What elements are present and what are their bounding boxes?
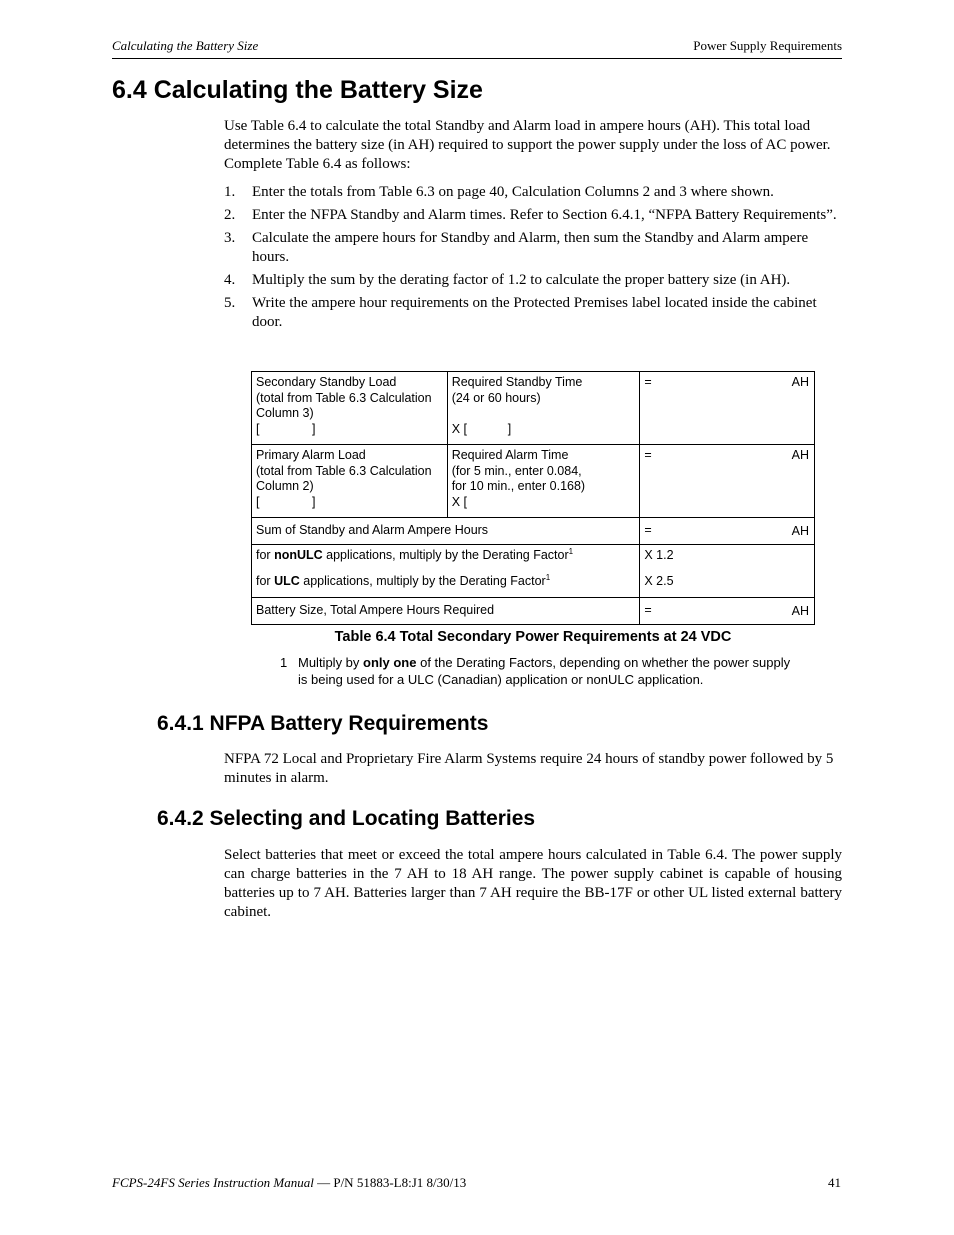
cell-text: for xyxy=(256,548,275,562)
step-number: 5. xyxy=(224,295,236,311)
cell-text: applications, multiply by the Derating Factor xyxy=(322,548,569,562)
unit-label: AH xyxy=(791,448,809,462)
list-item xyxy=(224,206,842,225)
standby-load-cell[interactable] xyxy=(252,372,448,445)
table-row-standby xyxy=(252,372,815,445)
total-result-cell[interactable] xyxy=(640,598,815,625)
intro-paragraph: Use Table 6.4 to calculate the total Standby and Alarm load in ampere hours (AH). This total load determines the battery size (in AH) required to support the power supply under the loss of AC power. Complete Table 6.4 as follows: xyxy=(224,118,831,172)
list-item xyxy=(224,229,842,267)
table-caption: Table 6.4 Total Secondary Power Requirements at 24 VDC xyxy=(334,629,732,645)
equals-sign: = xyxy=(644,523,652,538)
footnote-ref: 1 xyxy=(545,572,551,582)
unit-label: AH xyxy=(791,524,809,538)
cell-text-bold: nonULC xyxy=(274,548,323,562)
table-row-total xyxy=(252,598,815,625)
derating-factor-cell xyxy=(640,545,815,598)
footnote-text-part: of the Derating Factors, depending on whether the power supply is being used for a ULC (Canadian) application or nonULC application. xyxy=(298,655,791,687)
step-text: Enter the totals from Table 6.3 on page 40, Calculation Columns 2 and 3 where shown. xyxy=(252,184,774,200)
cell-text-bold: ULC xyxy=(274,573,300,588)
equals-sign: = xyxy=(644,448,652,462)
section-title: 6.4 Calculating the Battery Size xyxy=(112,76,483,104)
steps-list xyxy=(224,183,842,336)
list-item xyxy=(224,294,842,332)
derating-factor-ulc: X 2.5 xyxy=(644,573,674,588)
footnote-text xyxy=(280,654,800,688)
step-number: 4. xyxy=(224,272,236,288)
step-text: Write the ampere hour requirements on the Protected Premises label located inside the cabinet door. xyxy=(252,295,817,330)
sum-result-cell[interactable] xyxy=(640,518,815,545)
alarm-time-cell[interactable] xyxy=(447,445,640,518)
cell-text: Secondary Standby Load xyxy=(256,375,397,389)
footnote-ref: 1 xyxy=(568,546,574,556)
entry-brackets xyxy=(452,422,636,438)
step-text: Calculate the ampere hours for Standby and Alarm, then sum the Standby and Alarm ampere hours. xyxy=(252,230,809,265)
sum-label-cell xyxy=(252,518,640,545)
spacer xyxy=(256,564,635,574)
cell-text: (total from Table 6.3 Calculation xyxy=(256,463,432,478)
bracket-open: [ xyxy=(256,421,260,436)
derating-factor-nonulc: X 1.2 xyxy=(644,548,674,562)
unit-label: AH xyxy=(791,604,809,618)
equals-sign: = xyxy=(644,603,652,618)
cell-text: for 10 min., enter 0.168) xyxy=(451,479,586,493)
step-text: Enter the NFPA Standby and Alarm times. Refer to Section 6.4.1, “NFPA Battery Requirements”. xyxy=(252,207,837,223)
step-number: 3. xyxy=(224,230,236,246)
table-row-derating xyxy=(252,545,815,598)
footer-manual-title: FCPS-24FS Series Instruction Manual xyxy=(112,1175,314,1190)
cell-text: Column 3) xyxy=(256,406,314,420)
cell-text: Required Alarm Time xyxy=(451,448,569,462)
list-item xyxy=(224,271,842,290)
footnote-text-part: Multiply by xyxy=(298,655,364,670)
footer-manual-info xyxy=(112,1175,466,1191)
page-number: 41 xyxy=(828,1175,841,1190)
derating-ulc-line xyxy=(256,574,635,590)
subsection-title-nfpa: 6.4.1 NFPA Battery Requirements xyxy=(157,712,489,735)
cell-text: Sum of Standby and Alarm Ampere Hours xyxy=(256,523,489,538)
equals-sign: = xyxy=(644,375,652,389)
table-footnote xyxy=(280,654,800,688)
running-header-left: Calculating the Battery Size xyxy=(112,38,259,53)
footer-part-number: — P/N 51883-L8:J1 8/30/13 xyxy=(313,1175,467,1190)
footnote-number: 1 xyxy=(280,655,288,670)
cell-text: applications, multiply by the Derating Factor xyxy=(299,573,546,588)
standby-result-cell[interactable] xyxy=(640,372,815,445)
battery-calculation-table xyxy=(251,371,815,625)
cell-text: (for 5 min., enter 0.084, xyxy=(451,463,582,478)
cell-text: for xyxy=(256,573,275,588)
bracket-close: ] xyxy=(312,421,316,436)
nfpa-paragraph: NFPA 72 Local and Proprietary Fire Alarm Systems require 24 hours of standby power followed by 5 minutes in alarm. xyxy=(224,751,834,786)
derating-nonulc-line xyxy=(256,548,635,564)
cell-text: (total from Table 6.3 Calculation xyxy=(256,390,432,405)
bracket-open: [ xyxy=(256,494,260,509)
step-text: Multiply the sum by the derating factor of 1.2 to calculate the proper battery size (in AH). xyxy=(252,272,791,288)
alarm-result-cell[interactable] xyxy=(640,445,815,518)
spacer xyxy=(452,406,636,422)
cell-text: Required Standby Time xyxy=(451,375,583,389)
standby-time-cell[interactable] xyxy=(447,372,640,445)
multiply-bracket: X [ xyxy=(451,421,467,436)
table-row-alarm xyxy=(252,445,815,518)
step-number: 2. xyxy=(224,207,236,223)
header-rule xyxy=(112,58,842,59)
subsection-title-selecting: 6.4.2 Selecting and Locating Batteries xyxy=(157,807,536,830)
entry-brackets xyxy=(256,495,443,511)
selecting-paragraph: Select batteries that meet or exceed the total ampere hours calculated in Table 6.4. The power supply can charge batteries in the 7 AH to 18 AH range. The power supply cabinet is capable of housing batteries up to 7 AH. Batteries larger than 7 AH require the BB-17F or other UL listed external battery cabinet. xyxy=(224,847,842,920)
step-number: 1. xyxy=(224,184,236,200)
cell-text: Battery Size, Total Ampere Hours Required xyxy=(256,603,495,618)
alarm-load-cell[interactable] xyxy=(252,445,448,518)
running-header-right: Power Supply Requirements xyxy=(693,38,842,53)
entry-brackets xyxy=(256,422,443,438)
cell-text: Primary Alarm Load xyxy=(256,448,366,462)
table-row-sum xyxy=(252,518,815,545)
list-item xyxy=(224,183,842,202)
cell-text: Column 2) xyxy=(256,479,314,493)
unit-label: AH xyxy=(791,375,809,389)
total-label-cell xyxy=(252,598,640,625)
spacer xyxy=(644,564,810,574)
multiply-bracket: X [ xyxy=(451,494,467,509)
derating-label-cell xyxy=(252,545,640,598)
cell-text: (24 or 60 hours) xyxy=(451,390,541,405)
footnote-text-bold: only one xyxy=(363,655,417,670)
bracket-close: ] xyxy=(507,421,512,436)
bracket-close: ] xyxy=(312,494,316,509)
